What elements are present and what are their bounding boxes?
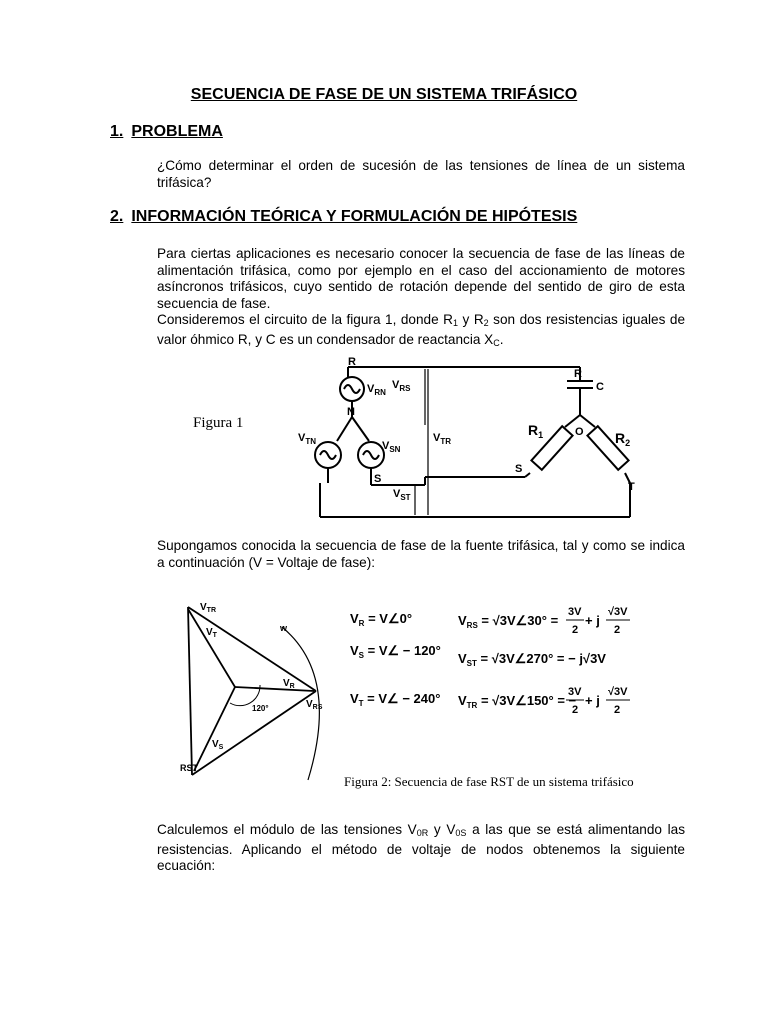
theory-paragraph-1: Para ciertas aplicaciones es necesario conocer la secuencia de fase de las líneas de alimentación trifásica, como por ejemplo en el caso del accionamiento de motores asíncronos trifásicos, cuyo sentido de rotación depende del sentido de giro de esta secuencia de fase. [157,246,685,311]
equation-VTR-frac2-den: 2 [614,704,621,716]
equation-VTR-frac2-num: √3V [608,686,628,698]
label-VTN: $V_{TN}$ [298,432,317,446]
label-VT: $V_T$ [206,627,217,639]
equation-VRS-tail: + j [585,613,600,628]
theory-text [157,246,685,351]
calculation-text [157,822,685,875]
equation-VTR: $V_{TR}$ = √3V∠150° = − [458,693,577,710]
node-label-R: R [348,356,356,368]
problem-paragraph: ¿Cómo determinar el orden de sucesión de las tensiones de línea de un sistema trifásica? [157,158,685,190]
section-number: 1. [110,123,124,140]
section-heading-informacion [110,208,577,226]
rotation-label: w [280,623,288,633]
node-label-T: T [628,481,635,493]
angle-label: 120° [252,704,269,713]
section-heading-problema [110,123,223,141]
equation-VTR-frac-num: 3V [568,686,582,698]
equation-VRS-frac2-den: 2 [614,624,621,636]
figure-2-caption: Figura 2: Secuencia de fase RST de un sistema trifásico [344,774,634,789]
equation-VRS-frac-den: 2 [572,624,579,636]
equation-VST: $V_{ST}$ = √3V∠270° = − j√3V [458,651,606,668]
label-VRS: $V_{RS}$ [306,699,323,711]
label-VS: $V_S$ [212,739,224,751]
node-label-R-right: R [574,368,582,380]
equation-VR: $V_R$ = V∠0° [350,611,413,628]
label-RST: RST [180,763,198,773]
equation-VS: $V_S$ = V∠ − 120° [350,643,441,660]
node-label-S-right: S [515,463,523,475]
equation-VRS-frac-num: 3V [568,606,582,618]
equation-VTR-tail: + j [585,693,600,708]
sequence-paragraph: Supongamos conocida la secuencia de fase de la fuente trifásica, tal y como se indica a continuación (V = Voltaje de fase): [157,538,685,570]
sequence-text [157,538,685,571]
node-label-S: S [374,473,382,485]
figure-2-phasor-diagram [180,595,660,800]
node-label-N: N [347,406,355,418]
document-title: SECUENCIA DE FASE DE UN SISTEMA TRIFÁSICO [190,86,578,103]
resistor-2-label: $R_2$ [615,430,631,448]
theory-paragraph-2: Consideremos el circuito de la figura 1, donde $R_1$ y $R_2$ son dos resistencias iguales de valor óhmico R, y C es un condensador de reactancia $X_C$. [157,312,686,348]
section-title: PROBLEMA [131,123,223,140]
label-VSN: $V_{SN}$ [382,440,401,454]
label-VST: $V_{ST}$ [393,488,411,502]
calculation-paragraph: Calculemos el módulo de las tensiones $V_{0R}$ y $V_{0S}$ a las que se está alimentando las resistencias. Aplicando el método de voltaje de nodos obtenemos la siguiente ecuación: [157,822,685,873]
label-VRS: $V_{RS}$ [392,379,411,393]
label-VTR: $V_{TR}$ [433,432,452,446]
figure-1-caption: Figura 1 [193,415,244,431]
figure-1-circuit [185,355,655,525]
label-VTR: $V_{TR}$ [200,602,217,614]
capacitor-label: C [596,381,604,393]
equation-VTR-frac-den: 2 [572,704,579,716]
label-VR: $V_R$ [283,678,295,690]
equation-VRS-frac2-num: √3V [608,606,628,618]
node-label-O: O [575,426,584,438]
section-title: INFORMACIÓN TEÓRICA Y FORMULACIÓN DE HIPÓTESIS [131,208,578,225]
label-VRN: $V_{RN}$ [367,383,386,397]
resistor-1-label: $R_1$ [528,422,544,440]
equation-VT: $V_T$ = V∠ − 240° [350,691,441,708]
section-number: 2. [110,208,124,225]
problem-text [157,158,685,191]
equation-VRS: $V_{RS}$ = √3V∠30° = [458,613,559,630]
